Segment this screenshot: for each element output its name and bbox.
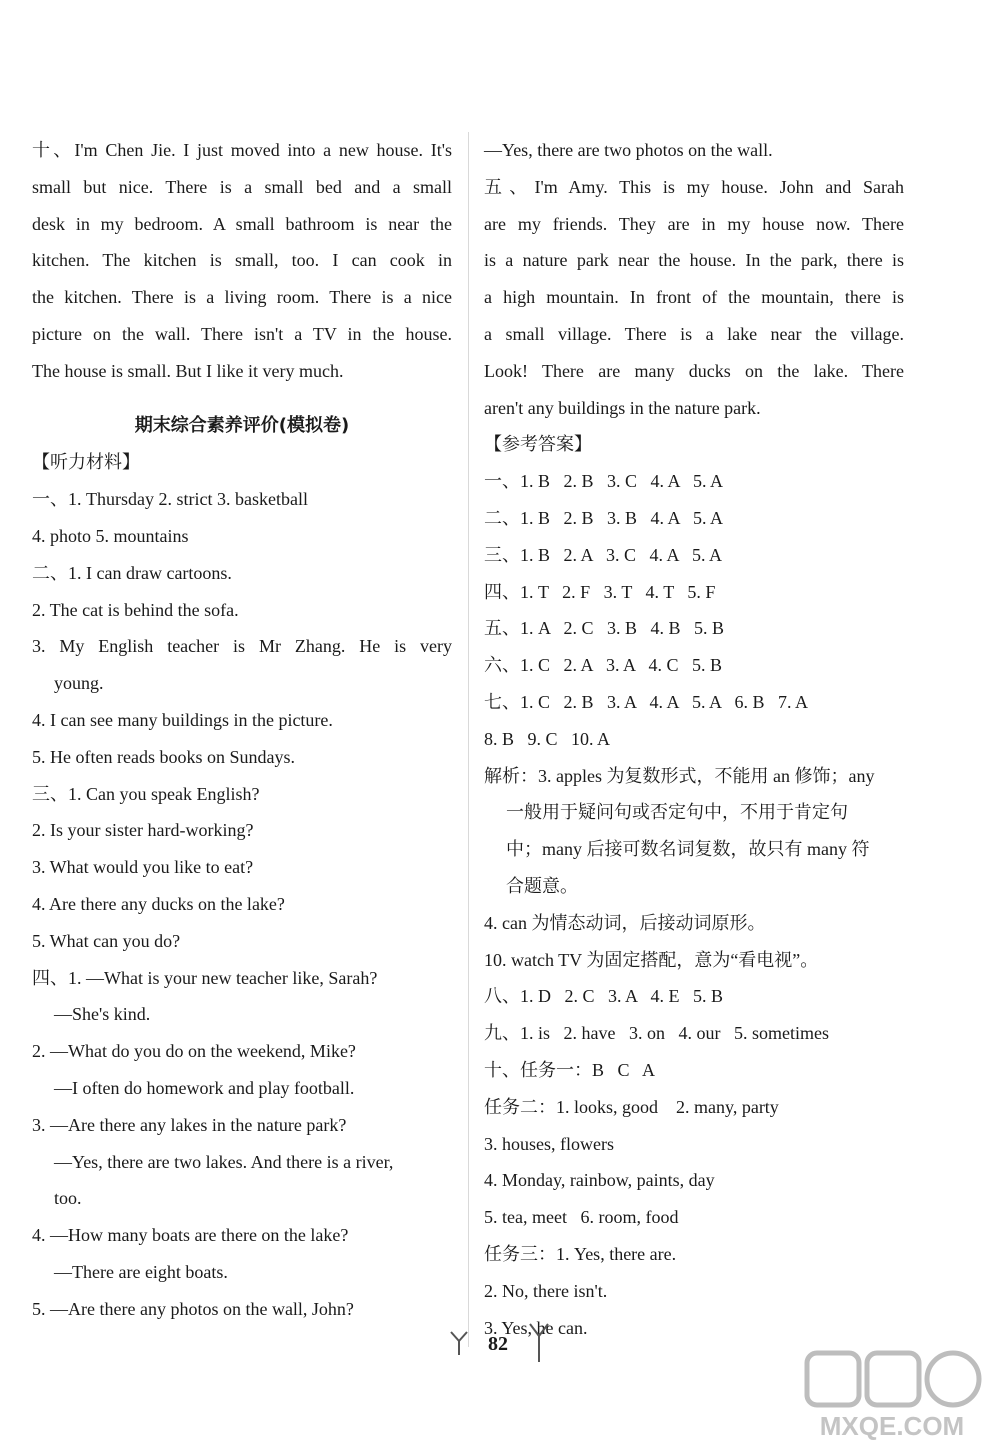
passage-line: kitchen. The kitchen is small, too. I can cook in <box>32 250 452 271</box>
answer-row: 六、1. C 2. A 3. A 4. C 5. B <box>484 655 723 676</box>
passage-line: 十、I'm Chen Jie. I just moved into a new house. It's <box>32 140 452 160</box>
watermark-url: MXQE.COM <box>819 1411 965 1441</box>
answer-row: 三、1. B 2. A 3. C 4. A 5. A <box>484 544 723 565</box>
passage-line: is a nature park near the house. In the park, there is <box>484 250 904 271</box>
listening-line: —She's kind. <box>54 1004 151 1025</box>
right-column <box>484 132 904 1346</box>
passage-line: aren't any buildings in the nature park. <box>484 397 761 418</box>
page-number: 82 <box>488 1333 508 1355</box>
passage-ten <box>32 132 452 390</box>
listening-line: 2. —What do you do on the weekend, Mike? <box>32 1041 356 1062</box>
listening-line: 4. Are there any ducks on the lake? <box>32 893 285 914</box>
answer-row: 四、1. T 2. F 3. T 4. T 5. F <box>484 581 716 602</box>
answer-row: 五、1. A 2. C 3. B 4. B 5. B <box>484 618 725 639</box>
passage-line: small but nice. There is a small bed and a small <box>32 176 452 197</box>
analysis-line: 一般用于疑问句或否定句中，不用于肯定句 <box>506 802 848 823</box>
answer-key <box>484 463 904 757</box>
analysis-line: 解析：3. apples 为复数形式，不能用 an 修饰；any <box>484 765 875 786</box>
passage-line: The house is small. But I like it very much. <box>32 360 344 381</box>
analysis-line: 4. can 为情态动词，后接动词原形。 <box>484 912 766 933</box>
answer-row: 九、1. is 2. have 3. on 4. our 5. sometimes <box>484 1023 829 1044</box>
answer-row: 2. No, there isn't. <box>484 1280 608 1301</box>
passage-line: picture on the wall. There isn't a TV in the house. <box>32 323 452 344</box>
left-column <box>32 132 452 1328</box>
exam-title: 期末综合素养评价(模拟卷) <box>134 414 350 436</box>
answer-row: 任务三：1. Yes, there are. <box>484 1243 677 1264</box>
listening-line: 3. My English teacher is Mr Zhang. He is very <box>32 636 452 657</box>
passage-line: desk in my bedroom. A small bathroom is near the <box>32 213 452 234</box>
answer-row: 5. tea, meet 6. room, food <box>484 1207 679 1228</box>
listening-line: 5. What can you do? <box>32 930 181 951</box>
listening-line: —Yes, there are two lakes. And there is a river, <box>54 1151 394 1172</box>
analysis-line: 10. watch TV 为固定搭配，意为“看电视”。 <box>484 949 819 970</box>
listening-line: too. <box>54 1188 82 1209</box>
leaf-ornament-icon <box>526 1322 552 1367</box>
answer-row: 3. Yes, he can. <box>484 1317 588 1338</box>
listening-line: 三、1. Can you speak English? <box>32 783 260 804</box>
analysis <box>484 758 904 979</box>
listening-line: 一、1. Thursday 2. strict 3. basketball <box>32 489 308 510</box>
answer-row: 八、1. D 2. C 3. A 4. E 5. B <box>484 986 724 1007</box>
leaf-ornament-icon <box>448 1329 470 1360</box>
passage-line: 五、I'm Amy. This is my house. John and Sarah <box>484 176 904 197</box>
passage-line: a high mountain. In front of the mountain, there is <box>484 287 904 308</box>
listening-line: 二、1. I can draw cartoons. <box>32 562 232 583</box>
watermark-logo <box>792 1345 992 1445</box>
answer-label: 【参考答案】 <box>484 434 592 455</box>
listening-line: 5. —Are there any photos on the wall, John? <box>32 1298 354 1319</box>
listening-line: 四、1. —What is your new teacher like, Sarah? <box>32 967 378 988</box>
listening-line: —I often do homework and play football. <box>54 1077 355 1098</box>
listening-line: 3. What would you like to eat? <box>32 857 254 878</box>
answer-row: 一、1. B 2. B 3. C 4. A 5. A <box>484 471 724 492</box>
analysis-line: 中；many 后接可数名词复数，故只有 many 符 <box>506 839 870 860</box>
listening-line: 4. photo 5. mountains <box>32 525 189 546</box>
passage-line: Look! There are many ducks on the lake. There <box>484 360 904 381</box>
column-divider <box>468 132 469 1347</box>
listening-line: 2. The cat is behind the sofa. <box>32 599 239 620</box>
answer-key-continued <box>484 978 904 1346</box>
passage-line: —Yes, there are two photos on the wall. <box>484 140 773 160</box>
analysis-line: 合题意。 <box>506 875 578 896</box>
passage-line: are my friends. They are in my house now. There <box>484 213 904 234</box>
answer-row: 二、1. B 2. B 3. B 4. A 5. A <box>484 507 724 528</box>
listening-line: —There are eight boats. <box>54 1261 228 1282</box>
listening-line: 2. Is your sister hard-working? <box>32 820 254 841</box>
listening-label: 【听力材料】 <box>32 452 140 473</box>
listening-line: 4. —How many boats are there on the lake? <box>32 1225 349 1246</box>
listening-line: 3. —Are there any lakes in the nature park? <box>32 1114 347 1135</box>
answer-row: 4. Monday, rainbow, paints, day <box>484 1170 715 1191</box>
answer-row: 十、任务一：B C A <box>484 1059 656 1080</box>
listening-line: 5. He often reads books on Sundays. <box>32 746 295 767</box>
listening-line: young. <box>54 673 104 694</box>
answer-row: 3. houses, flowers <box>484 1133 614 1154</box>
answer-row: 8. B 9. C 10. A <box>484 728 611 749</box>
answer-row: 七、1. C 2. B 3. A 4. A 5. A 6. B 7. A <box>484 691 809 712</box>
listening-line: 4. I can see many buildings in the picture. <box>32 709 333 730</box>
passage-line: the kitchen. There is a living room. There is a nice <box>32 287 452 308</box>
listening-material <box>32 481 452 1327</box>
passage-line: a small village. There is a lake near the village. <box>484 323 904 344</box>
answer-row: 任务二：1. looks, good 2. many, party <box>484 1096 779 1117</box>
